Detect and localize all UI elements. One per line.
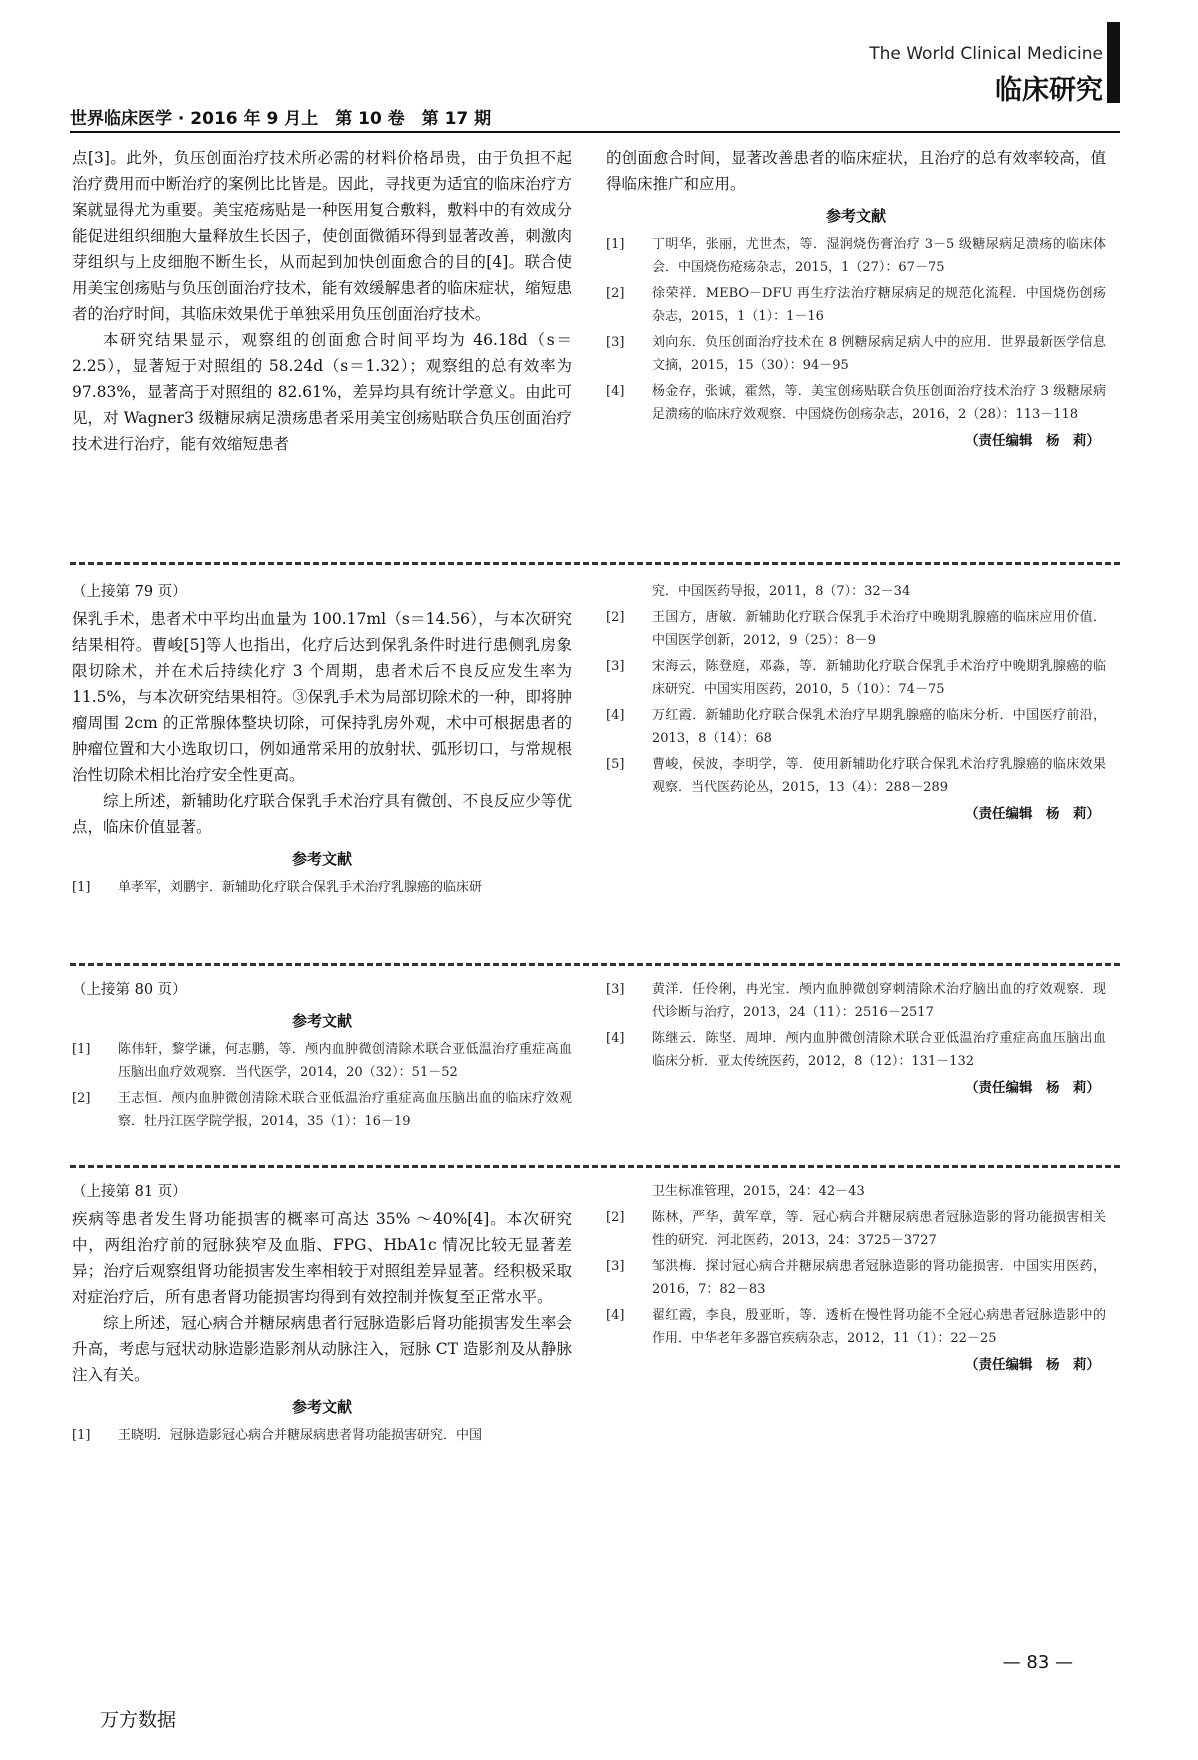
reference-item: [2] 徐荣祥．MEBO－DFU 再生疗法治疗糖尿病足的规范化流程．中国烧伤创疡杂志，2015，1（1）：1－16 [606,286,1106,324]
reference-item: [5] 曹峻，侯波，李明学，等．使用新辅助化疗联合保乳术治疗乳腺癌的临床效果观察．当代医药论丛，2015，13（4）：288－289 [606,757,1106,795]
article2-left-column [72,580,572,902]
reference-item: [3] 邹洪梅．探讨冠心病合并糖尿病患者冠脉造影的肾功能损害．中国实用医药，2016，7：82－83 [606,1259,1106,1297]
reference-continuation: 卫生标准管理，2015，24：42－43 [652,1184,865,1199]
article1-left-column [72,145,572,457]
reference-item: [2] 陈林，严华，黄军章，等．冠心病合并糖尿病患者冠脉造影的肾功能损害相关性的研究．河北医药，2013，24：3725－3727 [606,1210,1106,1248]
continued-note: （上接第 81 页） [72,1184,187,1200]
editor-credit: （责任编辑 杨 莉） [965,1080,1100,1096]
article3-right-column [606,978,1106,1099]
reference-list [606,233,1106,426]
section-divider [70,1165,1120,1168]
header-rule [70,131,1120,133]
header-bar [1107,22,1120,103]
article4-paragraph: 综上所述，冠心病合并糖尿病患者行冠脉造影后肾功能损害发生率会升高，考虑与冠状动脉造影造影剂从动脉注入，冠脉 CT 造影剂及从静脉注入有关。 [72,1314,572,1384]
reference-item: [1] 单孝军，刘鹏宇．新辅助化疗联合保乳手术治疗乳腺癌的临床研 [72,880,483,895]
section-divider [70,963,1120,966]
reference-list [606,1180,1106,1350]
reference-list [72,876,572,899]
article4-paragraph: 疾病等患者发生肾功能损害的概率可高达 35% ～40%[4]。本次研究中，两组治疗前的冠脉狭窄及血脂、FPG、HbA1c 情况比较无显著差异；治疗后观察组肾功能损害发生率相较于对照组差异显著。经积极采取对症治疗后，所有患者肾功能损害均得到有效控制并恢复至正常水平。 [72,1210,572,1306]
reference-list [72,1424,572,1447]
article1-right-column [606,145,1106,452]
article1-paragraph: 点[3]。此外，负压创面治疗技术所必需的材料价格昂贵，由于负担不起治疗费用而中断治疗的案例比比皆是。因此，寻找更为适宜的临床治疗方案就显得尤为重要。美宝疮疡贴是一种医用复合敷料，敷料中的有效成分能促进组织细胞大量释放生长因子，使创面微循环得到显著改善，刺激肉芽组织与上皮细胞不断生长，从而起到加快创面愈合的目的[4]。联合使用美宝创疡贴与负压创面治疗技术，能有效缓解患者的临床症状，缩短患者的治疗时间，其临床效果优于单独采用负压创面治疗技术。 [72,149,572,323]
article4-right-column [606,1180,1106,1376]
journal-issue-line: 世界临床医学 · 2016 年 9 月上 第 10 卷 第 17 期 [70,109,492,129]
reference-item: [3] 宋海云，陈登庭，邓淼，等．新辅助化疗联合保乳手术治疗中晚期乳腺癌的临床研究．中国实用医药，2010，5（10）：74－75 [606,659,1106,697]
reference-item: [4] 翟红霞，李良，殷亚昕，等．透析在慢性肾功能不全冠心病患者冠脉造影中的作用．中华老年多器官疾病杂志，2012，11（1）：22－25 [606,1308,1106,1346]
reference-item: [1] 陈伟轩，黎学谦，何志鹏，等．颅内血肿微创清除术联合亚低温治疗重症高血压脑出血疗效观察．当代医学，2014，20（32）：51－52 [72,1042,572,1080]
journal-english-title: The World Clinical Medicine [869,44,1103,64]
references-title: 参考文献 [825,207,886,225]
page-number: — 83 — [1002,1652,1073,1673]
reference-item: [4] 杨金存，张诚，霍然，等．美宝创疡贴联合负压创面治疗技术治疗 3 级糖尿病足溃疡的临床疗效观察．中国烧伤创疡杂志，2016，2（28）：113－118 [606,384,1106,422]
editor-credit: （责任编辑 杨 莉） [965,806,1100,822]
article1-conclusion: 的创面愈合时间，显著改善患者的临床症状，且治疗的总有效率较高，值得临床推广和应用。 [606,149,1106,193]
article3-left-column [72,978,572,1136]
continued-note: （上接第 79 页） [72,584,187,600]
editor-credit: （责任编辑 杨 莉） [965,433,1100,449]
reference-item: [3] 刘向东．负压创面治疗技术在 8 例糖尿病足病人中的应用．世界最新医学信息文摘，2015，15（30）：94－95 [606,335,1106,373]
reference-list [606,978,1106,1073]
section-divider [70,562,1120,565]
reference-list [606,580,1106,799]
references-title: 参考文献 [291,1398,352,1416]
reference-item: [2] 王志恒．颅内血肿微创清除术联合亚低温治疗重症高血压脑出血的临床疗效观察．牡丹江医学院学报，2014，35（1）：16－19 [72,1091,572,1129]
reference-item: [3] 黄洋．任伶俐，冉光宝．颅内血肿微创穿刺清除术治疗脑出血的疗效观察．现代诊断与治疗，2013，24（11）：2516－2517 [606,982,1106,1020]
references-title: 参考文献 [291,1012,352,1030]
reference-item: [4] 陈继云．陈坚．周坤．颅内血肿微创清除术联合亚低温治疗重症高血压脑出血临床分析．亚太传统医药，2012，8（12）：131－132 [606,1031,1106,1069]
reference-item: [1] 丁明华，张丽，尤世杰，等．湿润烧伤膏治疗 3－5 级糖尿病足溃疡的临床体会．中国烧伤疮疡杂志，2015，1（27）：67－75 [606,237,1106,275]
reference-continuation: 究．中国医药导报，2011，8（7）：32－34 [652,584,911,599]
editor-credit: （责任编辑 杨 莉） [965,1357,1100,1373]
reference-item: [2] 王国方，唐敏．新辅助化疗联合保乳手术治疗中晚期乳腺癌的临床应用价值．中国医学创新，2012，9（25）：8－9 [606,610,1106,648]
article4-left-column [72,1180,572,1450]
continued-note: （上接第 80 页） [72,982,187,998]
article2-paragraph: 保乳手术，患者术中平均出血量为 100.17ml（s＝14.56），与本次研究结果相符。曹峻[5]等人也指出，化疗后达到保乳条件时进行患侧乳房象限切除术，并在术后持续化疗 3 个周期，患者术后不良反应发生率为 11.5%，与本次研究结果相符。③保乳手术为局部切除术的一种，即将肿瘤周围 2cm 的正常腺体整块切除，可保持乳房外观，术中可根据患者的肿瘤位置和大小选取切口，例如通常采用的放射状、弧形切口，与常规根治性切除术相比治疗安全性更高。 [72,610,572,784]
article2-right-column [606,580,1106,825]
article1-paragraph: 本研究结果显示，观察组的创面愈合时间平均为 46.18d（s＝2.25），显著短于对照组的 58.24d（s＝1.32）；观察组的总有效率为 97.83%，显著高于对照组的 82.61%，差异均具有统计学意义。由此可见，对 Wagner3 级糖尿病足溃疡患者采用美宝创疡贴联合负压创面治疗技术进行治疗，能有效缩短患者 [72,331,572,453]
references-title: 参考文献 [291,850,352,868]
reference-item: [1] 王晓明．冠脉造影冠心病合并糖尿病患者肾功能损害研究．中国 [72,1428,483,1443]
section-title: 临床研究 [995,75,1103,106]
article2-paragraph: 综上所述，新辅助化疗联合保乳手术治疗具有微创、不良反应少等优点，临床价值显著。 [72,792,572,836]
source-watermark: 万方数据 [100,1709,177,1731]
reference-list [72,1038,572,1133]
reference-item: [4] 万红霞．新辅助化疗联合保乳术治疗早期乳腺癌的临床分析．中国医疗前沿，2013，8（14）：68 [606,708,1106,746]
